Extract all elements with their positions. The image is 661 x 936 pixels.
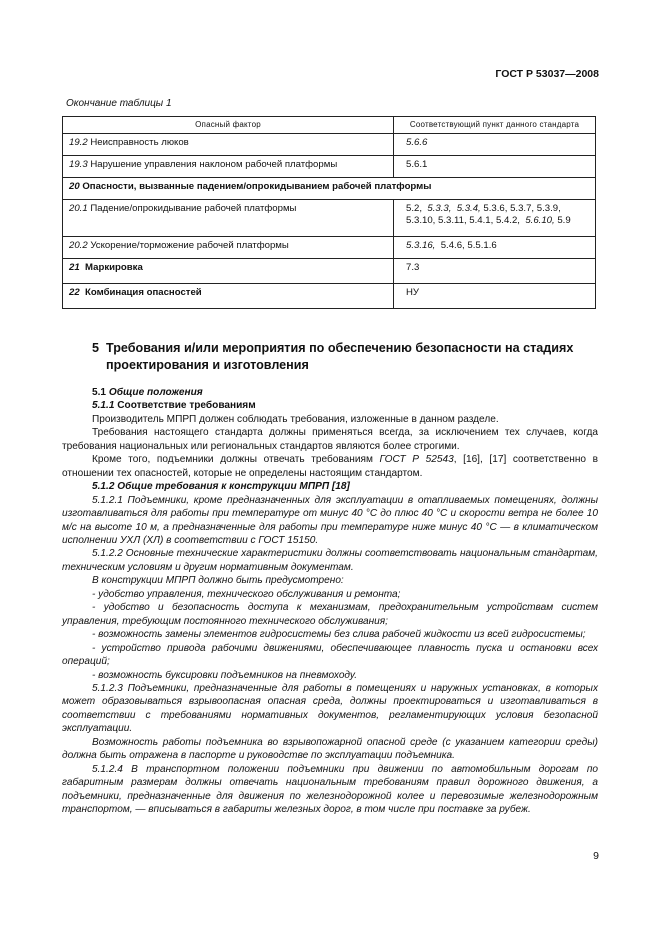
paragraph-text: Кроме того, подъемники должны отвечать требованиям (92, 454, 373, 466)
clause-ref: 5.9 (557, 214, 571, 226)
standard-reference: ГОСТ Р 52543 (379, 454, 454, 466)
list-item: - удобство и безопасность доступа к механизмам, предохранительным устройствам систем управления, требующим постоянного технического обслуживания; (62, 602, 598, 627)
row-number: 19.3 (69, 159, 88, 170)
list-item: - устройство привода рабочими движениями, обеспечивающее плавность пуска и остановки всех операций; (62, 642, 598, 668)
list-item: - удобство управления, технического обслуживания и ремонта; (92, 588, 401, 600)
subsection-title: 5.1.2 Общие требования к конструкции МПРП (92, 481, 330, 493)
table-group-row (63, 178, 596, 200)
clause-ref: 5.3.10, 5.3.11, 5.4.1, 5.4.2, (406, 214, 520, 226)
paragraph: 5.1.2.1 Подъемники, кроме предназначенных для эксплуатации в отапливаемых помещениях, должны изготавливаться для работы при температуре от минус 40 °С до плюс 40 °С и скорости ветра не более 10 м/с на высоте 10 м, а предназначенные для работы при температуре ниже минус 40 °С — в климатическом исполнении УХЛ (ХЛ) в соответствии с ГОСТ 15150. (62, 494, 598, 546)
section-number: 5 (92, 341, 100, 355)
list-item: - возможность буксировки подъемников на пневмоходу. (92, 669, 358, 681)
row-number: 19.2 (69, 137, 88, 148)
table-row (63, 259, 596, 284)
table-header-row (63, 117, 596, 134)
paragraph: Требования настоящего стандарта должны применяться всегда, за исключением тех случаев, когда требования национальных или региональных стандартов являются более строгими. (62, 427, 598, 452)
clause-ref: 5.4.6, 5.5.1.6 (440, 240, 497, 251)
table-row (63, 284, 596, 309)
subsection-title: Общие положения (108, 387, 203, 398)
row-clause: 5.6.6 (406, 137, 428, 148)
section-title-line-1: Требования и/или мероприятия по обеспечению безопасности на стадиях (106, 341, 574, 355)
row-hazard: Опасности, вызванные падением/опрокидыванием рабочей платформы (82, 181, 432, 192)
row-hazard: Комбинация опасностей (85, 287, 202, 298)
clause-ref: 5.2, (406, 203, 423, 214)
row-hazard: Неисправность люков (90, 137, 189, 148)
hazards-table (62, 116, 596, 309)
column-header-hazard: Опасный фактор (63, 117, 394, 134)
subsection-5-1-1-heading (62, 399, 598, 412)
clause-ref: 5.3.16, (406, 240, 436, 251)
paragraph-text: , [16], [17] соответственно в отношении тех опасностей, которые не определены настоящим стандартом. (62, 454, 598, 479)
row-clause: НУ (406, 287, 420, 298)
clause-ref: 5.6.10, (525, 214, 555, 226)
row-hazard: Ускорение/торможение рабочей платформы (90, 240, 289, 251)
paragraph: Возможность работы подъемника во взрывопожарной опасной среде (с указанием категории среды) должна быть отражена в паспорте и руководстве по эксплуатации подъемника. (62, 736, 598, 762)
subsection-number: 5.1 (92, 387, 107, 398)
section-5-body (62, 386, 598, 817)
clause-ref: 5.3.4, (456, 203, 481, 214)
paragraph: 5.1.2.3 Подъемники, предназначенные для работы в помещениях и наружных установках, в которых может образовываться взрывоопасная опасная среда, должны проектироваться и изготавливаться в соответствии с требованиями нормативных документов, регламентирующих условия безопасной эксплуатации. (62, 682, 598, 735)
row-hazard: Падение/опрокидывание рабочей платформы (90, 203, 297, 214)
table-row (63, 156, 596, 178)
clause-ref: 5.3.6, 5.3.7, 5.3.9, (483, 203, 561, 214)
list-intro: В конструкции МПРП должно быть предусмотрено: (92, 575, 344, 587)
row-number: 22 (69, 287, 80, 298)
table-row (63, 237, 596, 259)
subsection-number: 5.1.1 (92, 400, 115, 412)
subsection-5-1-heading (62, 386, 598, 399)
bibliography-reference: [18] (331, 481, 350, 493)
row-hazard: Маркировка (85, 262, 143, 273)
row-clause: 5.6.1 (406, 159, 428, 170)
column-header-clause: Соответствующий пункт данного стандарта (394, 117, 596, 134)
clause-ref: 5.3.3, (427, 203, 452, 214)
row-clause: 7.3 (406, 262, 420, 273)
paragraph: Производитель МПРП должен соблюдать требования, изложенные в данном разделе. (92, 413, 499, 425)
row-number: 21 (69, 262, 80, 273)
page-number: 9 (593, 850, 599, 862)
subsection-5-1-2-heading (62, 480, 598, 493)
row-number: 20 (69, 181, 80, 192)
row-number: 20.2 (69, 240, 88, 251)
paragraph: 5.1.2.2 Основные технические характеристики должны соответствовать национальным стандартам, техническим условиям и другим нормативным документам. (62, 548, 598, 573)
table-row (63, 134, 596, 156)
section-5-heading (92, 340, 598, 374)
section-title-line-2: проектирования и изготовления (106, 358, 309, 372)
row-hazard: Нарушение управления наклоном рабочей платформы (90, 159, 338, 170)
paragraph (62, 453, 598, 480)
table-row (63, 200, 596, 237)
document-header: ГОСТ Р 53037—2008 (495, 68, 599, 80)
paragraph: 5.1.2.4 В транспортном положении подъемники при движении по автомобильным дорогам по габаритным размерам должны отвечать национальным требованиям правил дорожного движения, а подъемники, предназначенные для движения по железнодорожной колее и перевозимые железнодорожным транспортом, — вписываться в габариты железных дорог, в том числе при поставке за рубеж. (62, 763, 598, 816)
row-number: 20.1 (69, 203, 88, 214)
list-item: - возможность замены элементов гидросистемы без слива рабочей жидкости из всей гидросистемы; (92, 629, 586, 641)
subsection-title: Соответствие требованиям (117, 400, 256, 412)
table-caption: Окончание таблицы 1 (66, 98, 172, 109)
